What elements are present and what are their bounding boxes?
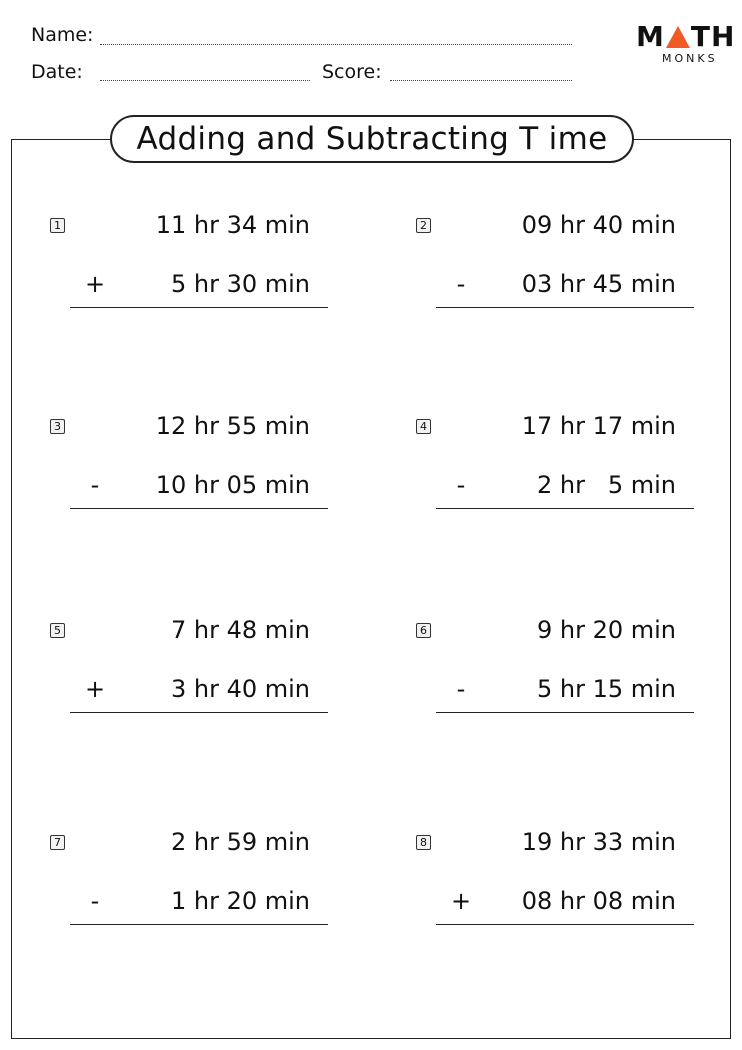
- answer-line[interactable]: [70, 712, 328, 713]
- problem-operator: +: [84, 675, 106, 703]
- problem-operator: +: [84, 270, 106, 298]
- answer-line[interactable]: [70, 307, 328, 308]
- date-field[interactable]: [100, 80, 310, 81]
- math-monks-logo: [636, 20, 736, 68]
- problem-top-operand: 9 hr 20 min: [536, 616, 676, 644]
- score-label: Score:: [322, 61, 382, 83]
- problem-operator: -: [456, 471, 466, 499]
- name-label: Name:: [31, 24, 94, 46]
- problem-operator: -: [90, 471, 100, 499]
- problem-top-operand: 7 hr 48 min: [170, 616, 310, 644]
- answer-line[interactable]: [436, 307, 694, 308]
- problem-1: [50, 210, 340, 310]
- problem-bottom-operand: 3 hr 40 min: [170, 675, 310, 703]
- problem-4: [416, 411, 706, 511]
- problem-operator: +: [450, 887, 472, 915]
- problem-bottom-operand: 08 hr 08 min: [521, 887, 676, 915]
- answer-line[interactable]: [70, 508, 328, 509]
- problem-2: [416, 210, 706, 310]
- problem-top-operand: 11 hr 34 min: [155, 211, 310, 239]
- problem-bottom-operand: 5 hr 30 min: [170, 270, 310, 298]
- date-label: Date:: [31, 61, 83, 83]
- problem-top-operand: 12 hr 55 min: [155, 412, 310, 440]
- name-field[interactable]: [100, 44, 572, 45]
- problem-top-operand: 2 hr 59 min: [170, 828, 310, 856]
- problem-number: 8: [416, 835, 431, 850]
- logo-text-right: TH: [690, 20, 736, 53]
- answer-line[interactable]: [436, 712, 694, 713]
- problem-operator: -: [456, 675, 466, 703]
- logo-text-left: M: [636, 20, 665, 53]
- worksheet-title-text: Adding and Subtracting T ime: [136, 121, 608, 157]
- problem-8: [416, 827, 706, 927]
- problem-top-operand: 17 hr 17 min: [521, 412, 676, 440]
- logo-subtitle: MONKS: [662, 52, 718, 65]
- problem-top-operand: 19 hr 33 min: [521, 828, 676, 856]
- problem-bottom-operand: 03 hr 45 min: [521, 270, 676, 298]
- problem-bottom-operand: 1 hr 20 min: [170, 887, 310, 915]
- problem-3: [50, 411, 340, 511]
- answer-line[interactable]: [436, 508, 694, 509]
- problem-number: 6: [416, 623, 431, 638]
- problem-6: [416, 615, 706, 715]
- problem-number: 3: [50, 419, 65, 434]
- problem-operator: -: [90, 887, 100, 915]
- answer-line[interactable]: [70, 924, 328, 925]
- problem-number: 1: [50, 218, 65, 233]
- problem-bottom-operand: 5 hr 15 min: [536, 675, 676, 703]
- problem-bottom-operand: 10 hr 05 min: [155, 471, 310, 499]
- answer-line[interactable]: [436, 924, 694, 925]
- problem-number: 2: [416, 218, 431, 233]
- problem-5: [50, 615, 340, 715]
- score-field[interactable]: [390, 80, 572, 81]
- problem-number: 7: [50, 835, 65, 850]
- problem-operator: -: [456, 270, 466, 298]
- problem-number: 4: [416, 419, 431, 434]
- problem-bottom-operand: 2 hr 5 min: [536, 471, 676, 499]
- worksheet-title: [110, 115, 634, 163]
- problem-number: 5: [50, 623, 65, 638]
- logo-triangle-icon: [666, 26, 690, 48]
- problem-top-operand: 09 hr 40 min: [521, 211, 676, 239]
- problem-7: [50, 827, 340, 927]
